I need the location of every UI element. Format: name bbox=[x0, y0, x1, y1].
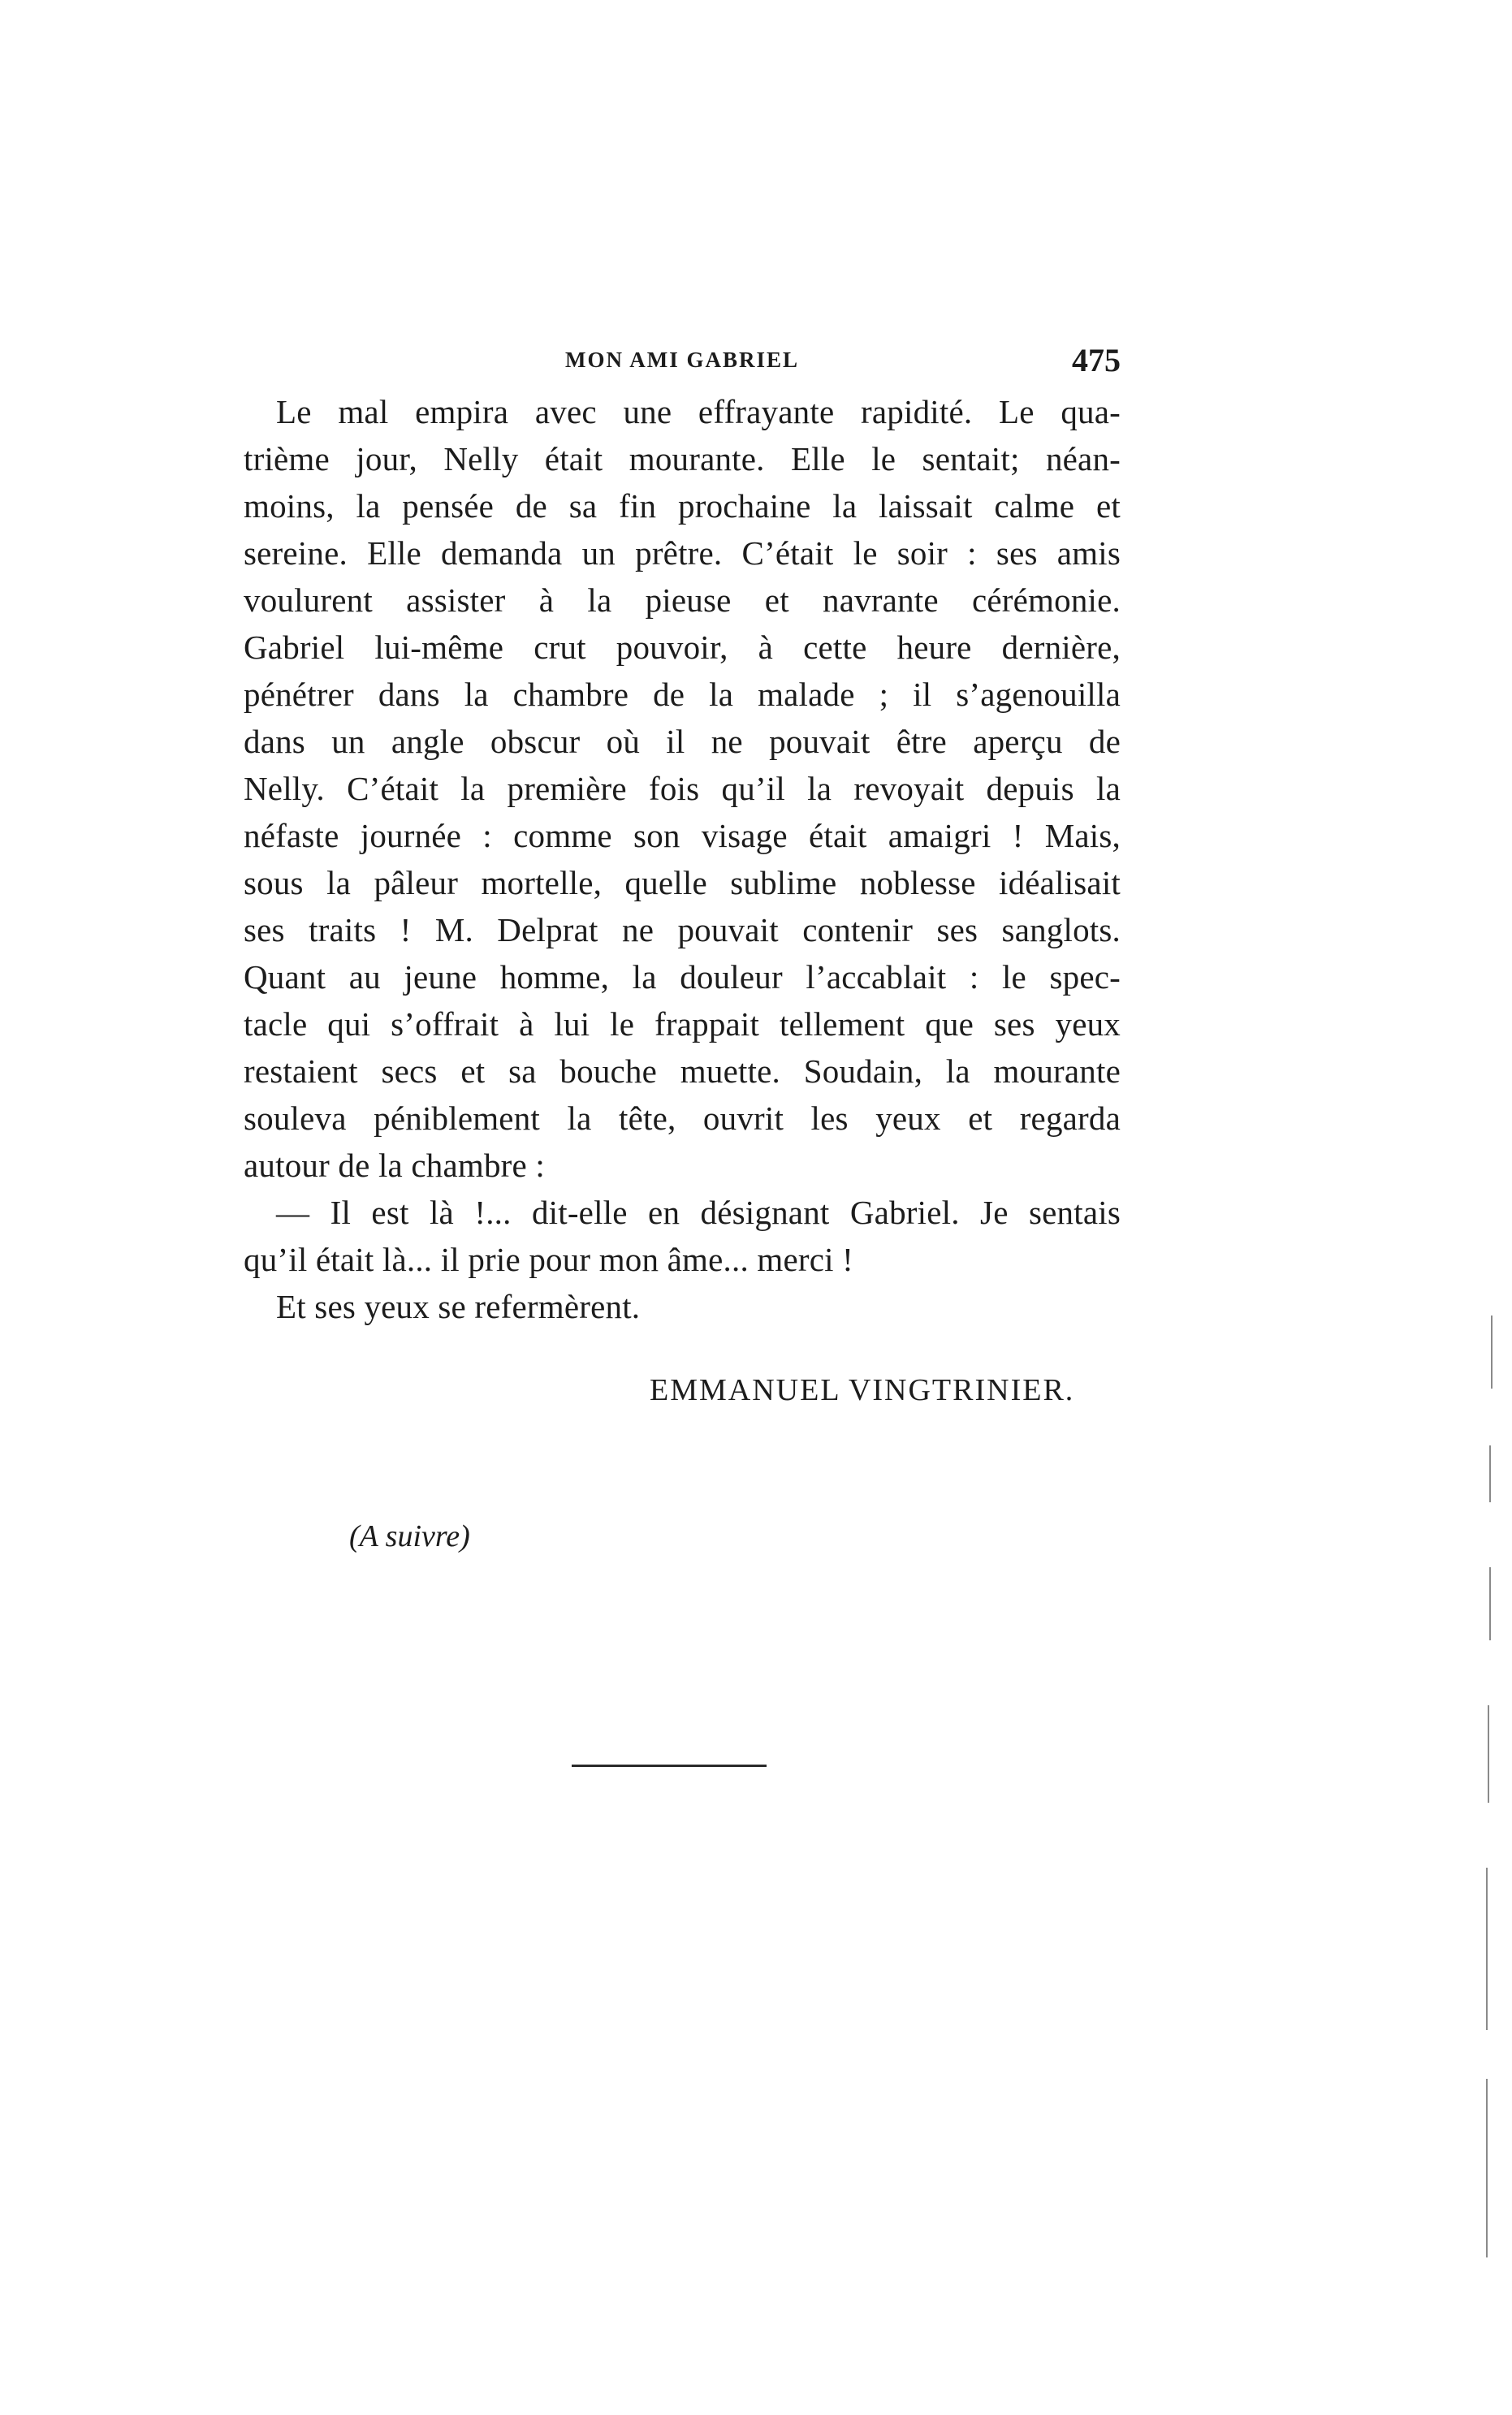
running-title: MON AMI GABRIEL bbox=[564, 348, 800, 372]
scan-mark bbox=[1486, 1868, 1488, 2030]
page-number: 475 bbox=[1072, 342, 1121, 378]
text-line: moins, la pensée de sa fin prochaine la laissait calme et bbox=[244, 487, 1121, 525]
text-line: sereine. Elle demanda un prêtre. C’était le soir : ses amis bbox=[244, 534, 1121, 572]
text-line: tacle qui s’offrait à lui le frappait tellement que ses yeux bbox=[244, 1005, 1121, 1043]
running-head bbox=[244, 341, 1121, 390]
scan-mark bbox=[1489, 1445, 1491, 1502]
text-line: dans un angle obscur où il ne pouvait être aperçu de bbox=[244, 723, 1121, 760]
text-line: autour de la chambre : bbox=[244, 1147, 545, 1184]
text-line: trième jour, Nelly était mourante. Elle le sentait; néan- bbox=[244, 440, 1121, 477]
author-signature: EMMANUEL VINGTRINIER. bbox=[650, 1373, 1075, 1407]
scan-mark bbox=[1491, 1316, 1493, 1389]
scan-mark bbox=[1489, 1567, 1491, 1640]
text-line: Et ses yeux se refermèrent. bbox=[276, 1288, 641, 1325]
text-line: Nelly. C’était la première fois qu’il la revoyait depuis la bbox=[244, 770, 1121, 807]
end-rule bbox=[572, 1765, 767, 1767]
text-line: néfaste journée : comme son visage était amaigri ! Mais, bbox=[244, 817, 1121, 854]
text-line: restaient secs et sa bouche muette. Soudain, la mourante bbox=[244, 1052, 1121, 1090]
text-line: Quant au jeune homme, la douleur l’accablait : le spec- bbox=[244, 958, 1121, 996]
text-line: voulurent assister à la pieuse et navrante cérémonie. bbox=[244, 581, 1121, 619]
text-line: qu’il était là... il prie pour mon âme... merci ! bbox=[244, 1241, 853, 1278]
body-text bbox=[244, 388, 1121, 1330]
scan-mark bbox=[1486, 2079, 1488, 2257]
text-line: — Il est là !... dit-elle en désignant Gabriel. Je sentais bbox=[276, 1194, 1121, 1231]
text-line: pénétrer dans la chambre de la malade ; il s’agenouilla bbox=[244, 676, 1121, 713]
text-line: Gabriel lui-même crut pouvoir, à cette heure dernière, bbox=[244, 629, 1121, 666]
text-line: souleva péniblement la tête, ouvrit les yeux et regarda bbox=[244, 1099, 1121, 1137]
text-line: Le mal empira avec une effrayante rapidité. Le qua- bbox=[276, 393, 1121, 430]
text-line: sous la pâleur mortelle, quelle sublime noblesse idéalisait bbox=[244, 864, 1121, 901]
text-line: ses traits ! M. Delprat ne pouvait contenir ses sanglots. bbox=[244, 911, 1121, 948]
to-be-continued: (A suivre) bbox=[349, 1519, 470, 1553]
scan-mark bbox=[1488, 1705, 1489, 1803]
